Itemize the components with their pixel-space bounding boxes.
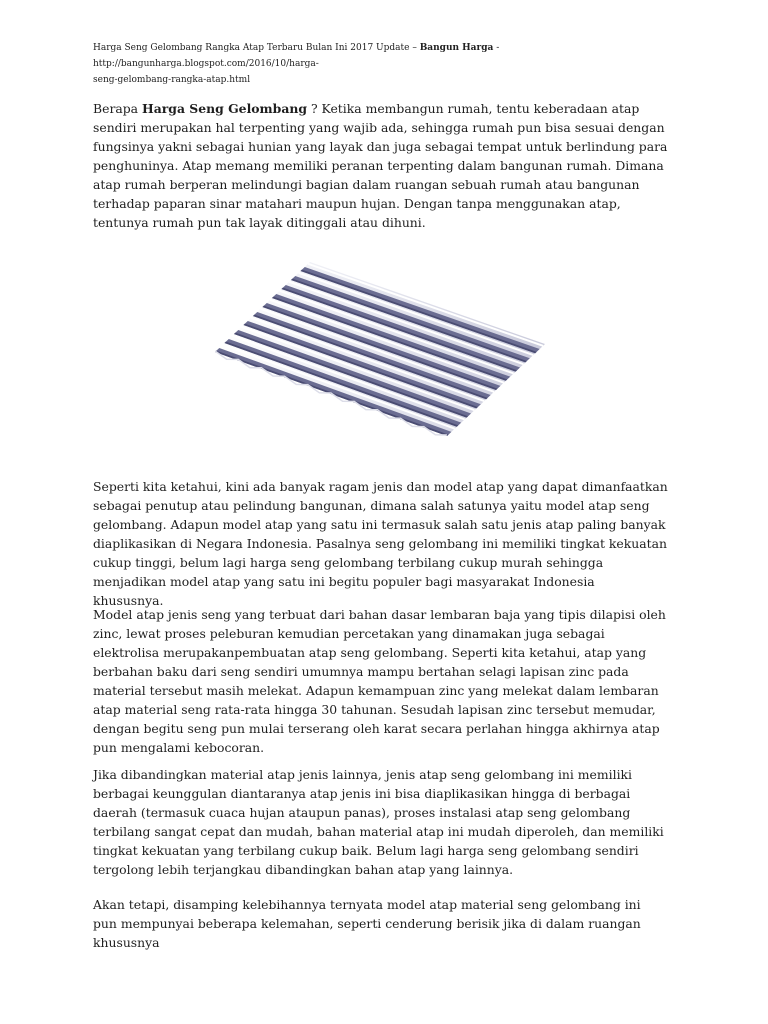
- intro-lead: Berapa: [93, 101, 143, 116]
- page-header: [93, 40, 678, 88]
- paragraph-5: Akan tetapi, disamping kelebihannya ternyata model atap material seng gelombang ini pun mempunyai beberapa kelemahan, seperti cenderung berisik jika di dalam ruangan khususnya: [93, 897, 641, 950]
- intro-keyword: Harga Seng Gelombang: [142, 101, 308, 116]
- paragraph-intro: [93, 99, 668, 232]
- header-url-continued[interactable]: seng-gelombang-rangka-atap.html: [93, 75, 251, 85]
- paragraph-4: Jika dibandingkan material atap jenis lainnya, jenis atap seng gelombang ini memiliki berbagai keunggulan diantaranya atap jenis ini bisa diaplikasikan hingga di berbagai daerah (termasuk cuaca hujan ataupun panas), proses instalasi atap seng gelombang terbilang sangat cepat dan mudah, bahan material atap ini mudah diperoleh, dan memiliki tingkat kekuatan yang terbilang cukup baik. Belum lagi harga seng gelombang sendiri tergolong lebih terjangkau dibandingkan bahan atap yang lainnya.: [93, 767, 664, 877]
- header-url[interactable]: - http://bangunharga.blogspot.com/2016/10/harga-: [93, 43, 500, 69]
- paragraph-3: Model atap jenis seng yang terbuat dari bahan dasar lembaran baja yang tipis dilapisi oleh zinc, lewat proses peleburan kemudian percetakan yang dinamakan juga sebagai elektrolisa merupakanpembuatan atap seng gelombang. Seperti kita ketahui, atap yang berbahan baku dari seng sendiri umumnya mampu bertahan selagi lapisan zinc pada material tersebut masih melekat. Adapun kemampuan zinc yang melekat dalam lembaran atap material seng rata-rata hingga 30 tahunan. Sesudah lapisan zinc tersebut memudar, dengan begitu seng pun mulai terserang oleh karat secara perlahan hingga akhirnya atap pun mengalami kebocoran.: [93, 607, 666, 755]
- intro-body: ? Ketika membangun rumah, tentu keberadaan atap sendiri merupakan hal terpenting yang wajib ada, sehingga rumah pun bisa sesuai dengan fungsinya yakni sebagai hunian yang layak dan juga sebagai tempat untuk berlindung para penghuninya. Atap memang memiliki peranan terpenting dalam bangunan rumah. Dimana atap rumah berperan melindungi bagian dalam ruangan sebuah rumah atau bangunan terhadap paparan sinar matahari maupun hujan. Dengan tanpa menggunakan atap, tentunya rumah pun tak layak ditinggali atau dihuni.: [93, 101, 668, 230]
- corrugated-zinc-sheet-icon: [215, 258, 545, 438]
- header-site-name: Bangun Harga: [419, 43, 494, 53]
- header-title: Harga Seng Gelombang Rangka Atap Terbaru Bulan Ini 2017 Update: [93, 43, 410, 53]
- paragraph-2: Seperti kita ketahui, kini ada banyak ragam jenis dan model atap yang dapat dimanfaatkan sebagai penutup atau pelindung bangunan, dimana salah satunya yaitu model atap seng gelombang. Adapun model atap yang satu ini termasuk salah satu jenis atap paling banyak diaplikasikan di Negara Indonesia. Pasalnya seng gelombang ini memiliki tingkat kekuatan cukup tinggi, belum lagi harga seng gelombang terbilang cukup murah sehingga menjadikan model atap yang satu ini begitu populer bagi masyarakat Indonesia khususnya.: [93, 479, 668, 608]
- corrugated-sheet-image: [215, 258, 545, 438]
- header-separator: –: [409, 43, 420, 53]
